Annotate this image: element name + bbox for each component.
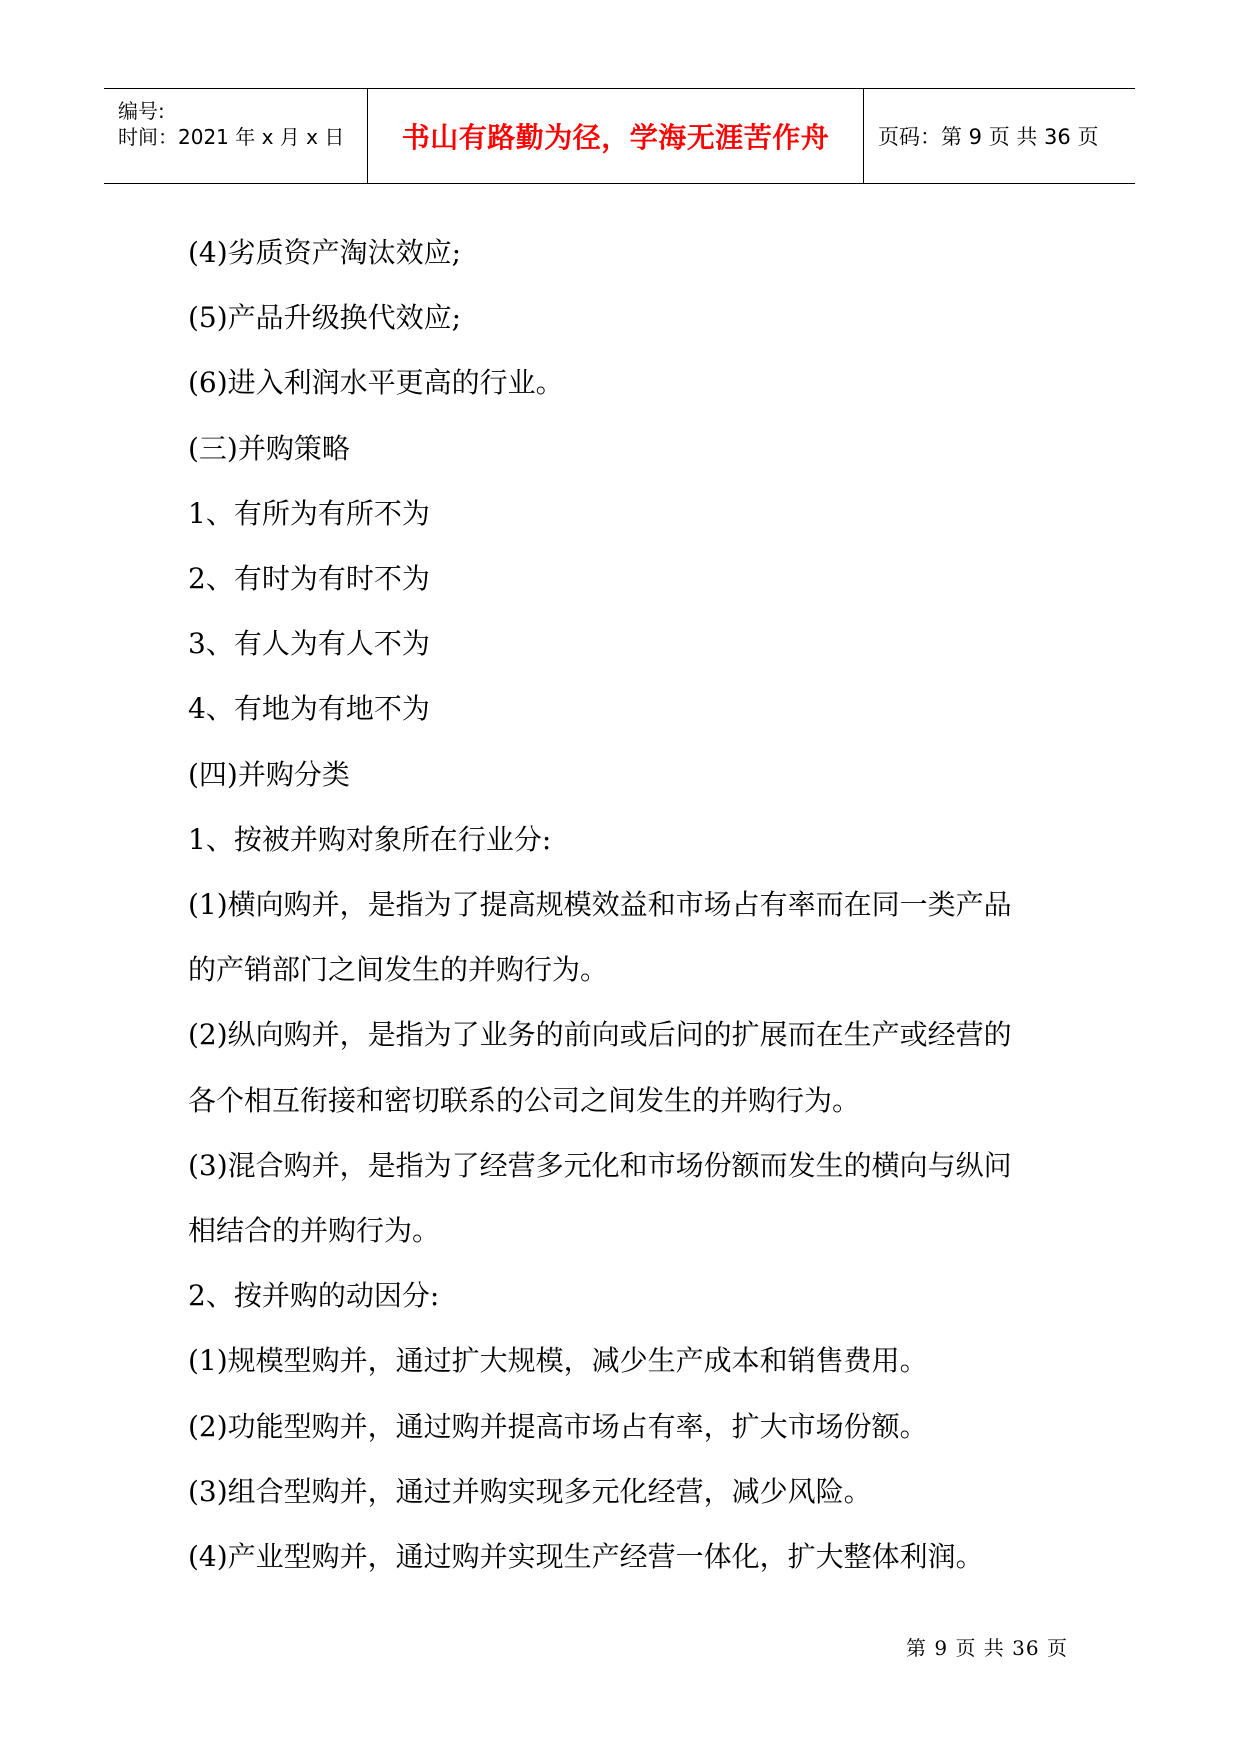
body-line: (2)纵向购并，是指为了业务的前向或后问的扩展而在生产或经营的 — [188, 1018, 1012, 1052]
body-line: 的产销部门之间发生的并购行为。 — [188, 953, 609, 987]
body-line: (1)横向购并，是指为了提高规模效益和市场占有率而在同一类产品 — [188, 888, 1012, 922]
document-number-label: 编号: — [118, 99, 165, 123]
body-line: (5)产品升级换代效应; — [188, 301, 462, 335]
section-heading: (三)并购策略 — [188, 431, 350, 465]
body-line: 相结合的并购行为。 — [188, 1214, 441, 1248]
section-heading: (四)并购分类 — [188, 757, 350, 791]
body-line: (4)产业型购并，通过购并实现生产经营一体化，扩大整体利润。 — [188, 1540, 984, 1574]
body-line: 1、有所为有所不为 — [188, 496, 430, 530]
page-footer: 第 9 页 共 36 页 — [906, 1636, 1068, 1660]
document-time-label: 时间：2021 年 x 月 x 日 — [118, 125, 345, 149]
body-line: 2、有时为有时不为 — [188, 562, 430, 596]
body-line: (4)劣质资产淘汰效应; — [188, 236, 462, 269]
header-page-label: 页码：第 9 页 共 36 页 — [878, 125, 1099, 149]
body-line: (3)混合购并，是指为了经营多元化和市场份额而发生的横向与纵问 — [188, 1148, 1012, 1182]
body-line: 3、有人为有人不为 — [188, 627, 430, 661]
header-info-cell — [104, 89, 368, 183]
body-line: 2、按并购的动因分: — [188, 1279, 440, 1313]
body-line: 4、有地为有地不为 — [188, 692, 430, 726]
header-motto: 书山有路勤为径，学海无涯苦作舟 — [368, 89, 864, 183]
page-header — [104, 88, 1135, 184]
body-line: 各个相互衔接和密切联系的公司之间发生的并购行为。 — [188, 1083, 861, 1117]
document-body — [188, 220, 1068, 1589]
body-line: (6)进入利润水平更高的行业。 — [188, 366, 564, 400]
body-line: 1、按被并购对象所在行业分: — [188, 822, 552, 856]
body-line: (2)功能型购并，通过购并提高市场占有率，扩大市场份额。 — [188, 1409, 928, 1443]
body-line: (1)规模型购并，通过扩大规模，减少生产成本和销售费用。 — [188, 1344, 928, 1378]
body-line: (3)组合型购并，通过并购实现多元化经营，减少风险。 — [188, 1474, 872, 1508]
